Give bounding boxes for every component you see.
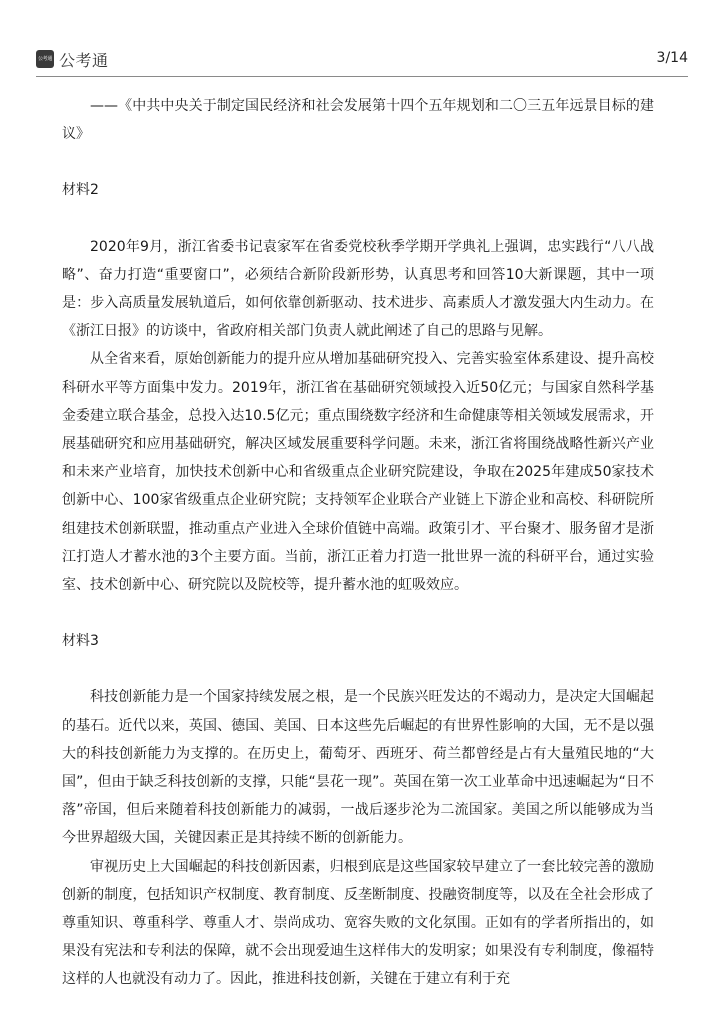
header-divider: [36, 76, 688, 77]
material2-heading: 材料2: [62, 182, 99, 199]
logo-badge-icon: 公考通: [36, 50, 54, 68]
material2-paragraph: 2020年9月，浙江省委书记袁家军在省委党校秋季学期开学典礼上强调，忠实践行“八八战略”、奋力打造“重要窗口”，必须结合新阶段新形势，认真思考和回答10大新课题，其中一项是：步入高质量发展轨道后，如何依靠创新驱动、技术进步、高素质人才激发强大内生动力。在《浙江日报》的访谈中，省政府相关部门负责人就此阐述了自己的思路与见解。: [62, 238, 654, 340]
page-header: [0, 0, 724, 80]
material3-paragraph: 科技创新能力是一个国家持续发展之根，是一个民族兴旺发达的不竭动力，是决定大国崛起的基石。近代以来，英国、德国、美国、日本这些先后崛起的有世界性影响的大国，无不是以强大的科技创新能力为支撑的。在历史上，葡萄牙、西班牙、荷兰都曾经是占有大量殖民地的“大国”，但由于缺乏科技创新的支撑，只能“昙花一现”。英国在第一次工业革命中迅速崛起为“日不落”帝国，但后来随着科技创新能力的减弱，一战后逐步沦为二流国家。美国之所以能够成为当今世界超级大国，关键因素正是其持续不断的创新能力。: [62, 689, 654, 847]
page-number: 3/14: [656, 50, 688, 66]
logo-text: 公考通: [59, 50, 109, 70]
document-body: [62, 92, 654, 994]
brand-logo: [36, 48, 109, 70]
material2-paragraph: 从全省来看，原始创新能力的提升应从增加基础研究投入、完善实验室体系建设、提升高校科研水平等方面集中发力。2019年，浙江省在基础研究领域投入近50亿元；与国家自然科学基金委建立联合基金，总投入达10.5亿元；重点围绕数字经济和生命健康等相关领域发展需求，开展基础研究和应用基础研究，解决区域发展重要科学问题。未来，浙江省将围绕战略性新兴产业和未来产业培育，加快技术创新中心和省级重点企业研究院建设，争取在2025年建成50家技术创新中心、100家省级重点企业研究院；支持领军企业联合产业链上下游企业和高校、科研院所组建技术创新联盟，推动重点产业进入全球价值链中高端。政策引才、平台聚才、服务留才是浙江打造人才蓄水池的3个主要方面。当前，浙江正着力打造一批世界一流的科研平台，通过实验室、技术创新中心、研究院以及院校等，提升蓄水池的虹吸效应。: [62, 351, 654, 594]
material3-paragraph: 审视历史上大国崛起的科技创新因素，归根到底是这些国家较早建立了一套比较完善的激励创新的制度，包括知识产权制度、教育制度、反垄断制度、投融资制度等，以及在全社会形成了尊重知识、尊重科学、尊重人才、崇尚成功、宽容失败的文化氛围。正如有的学者所指出的，如果没有宪法和专利法的保障，就不会出现爱迪生这样伟大的发明家；如果没有专利制度，像福特这样的人也就没有动力了。因此，推进科技创新，关键在于建立有利于充: [62, 858, 654, 988]
quote-source: ——《中共中央关于制定国民经济和社会发展第十四个五年规划和二〇三五年远景目标的建议》: [62, 98, 654, 143]
material3-heading: 材料3: [62, 633, 99, 650]
